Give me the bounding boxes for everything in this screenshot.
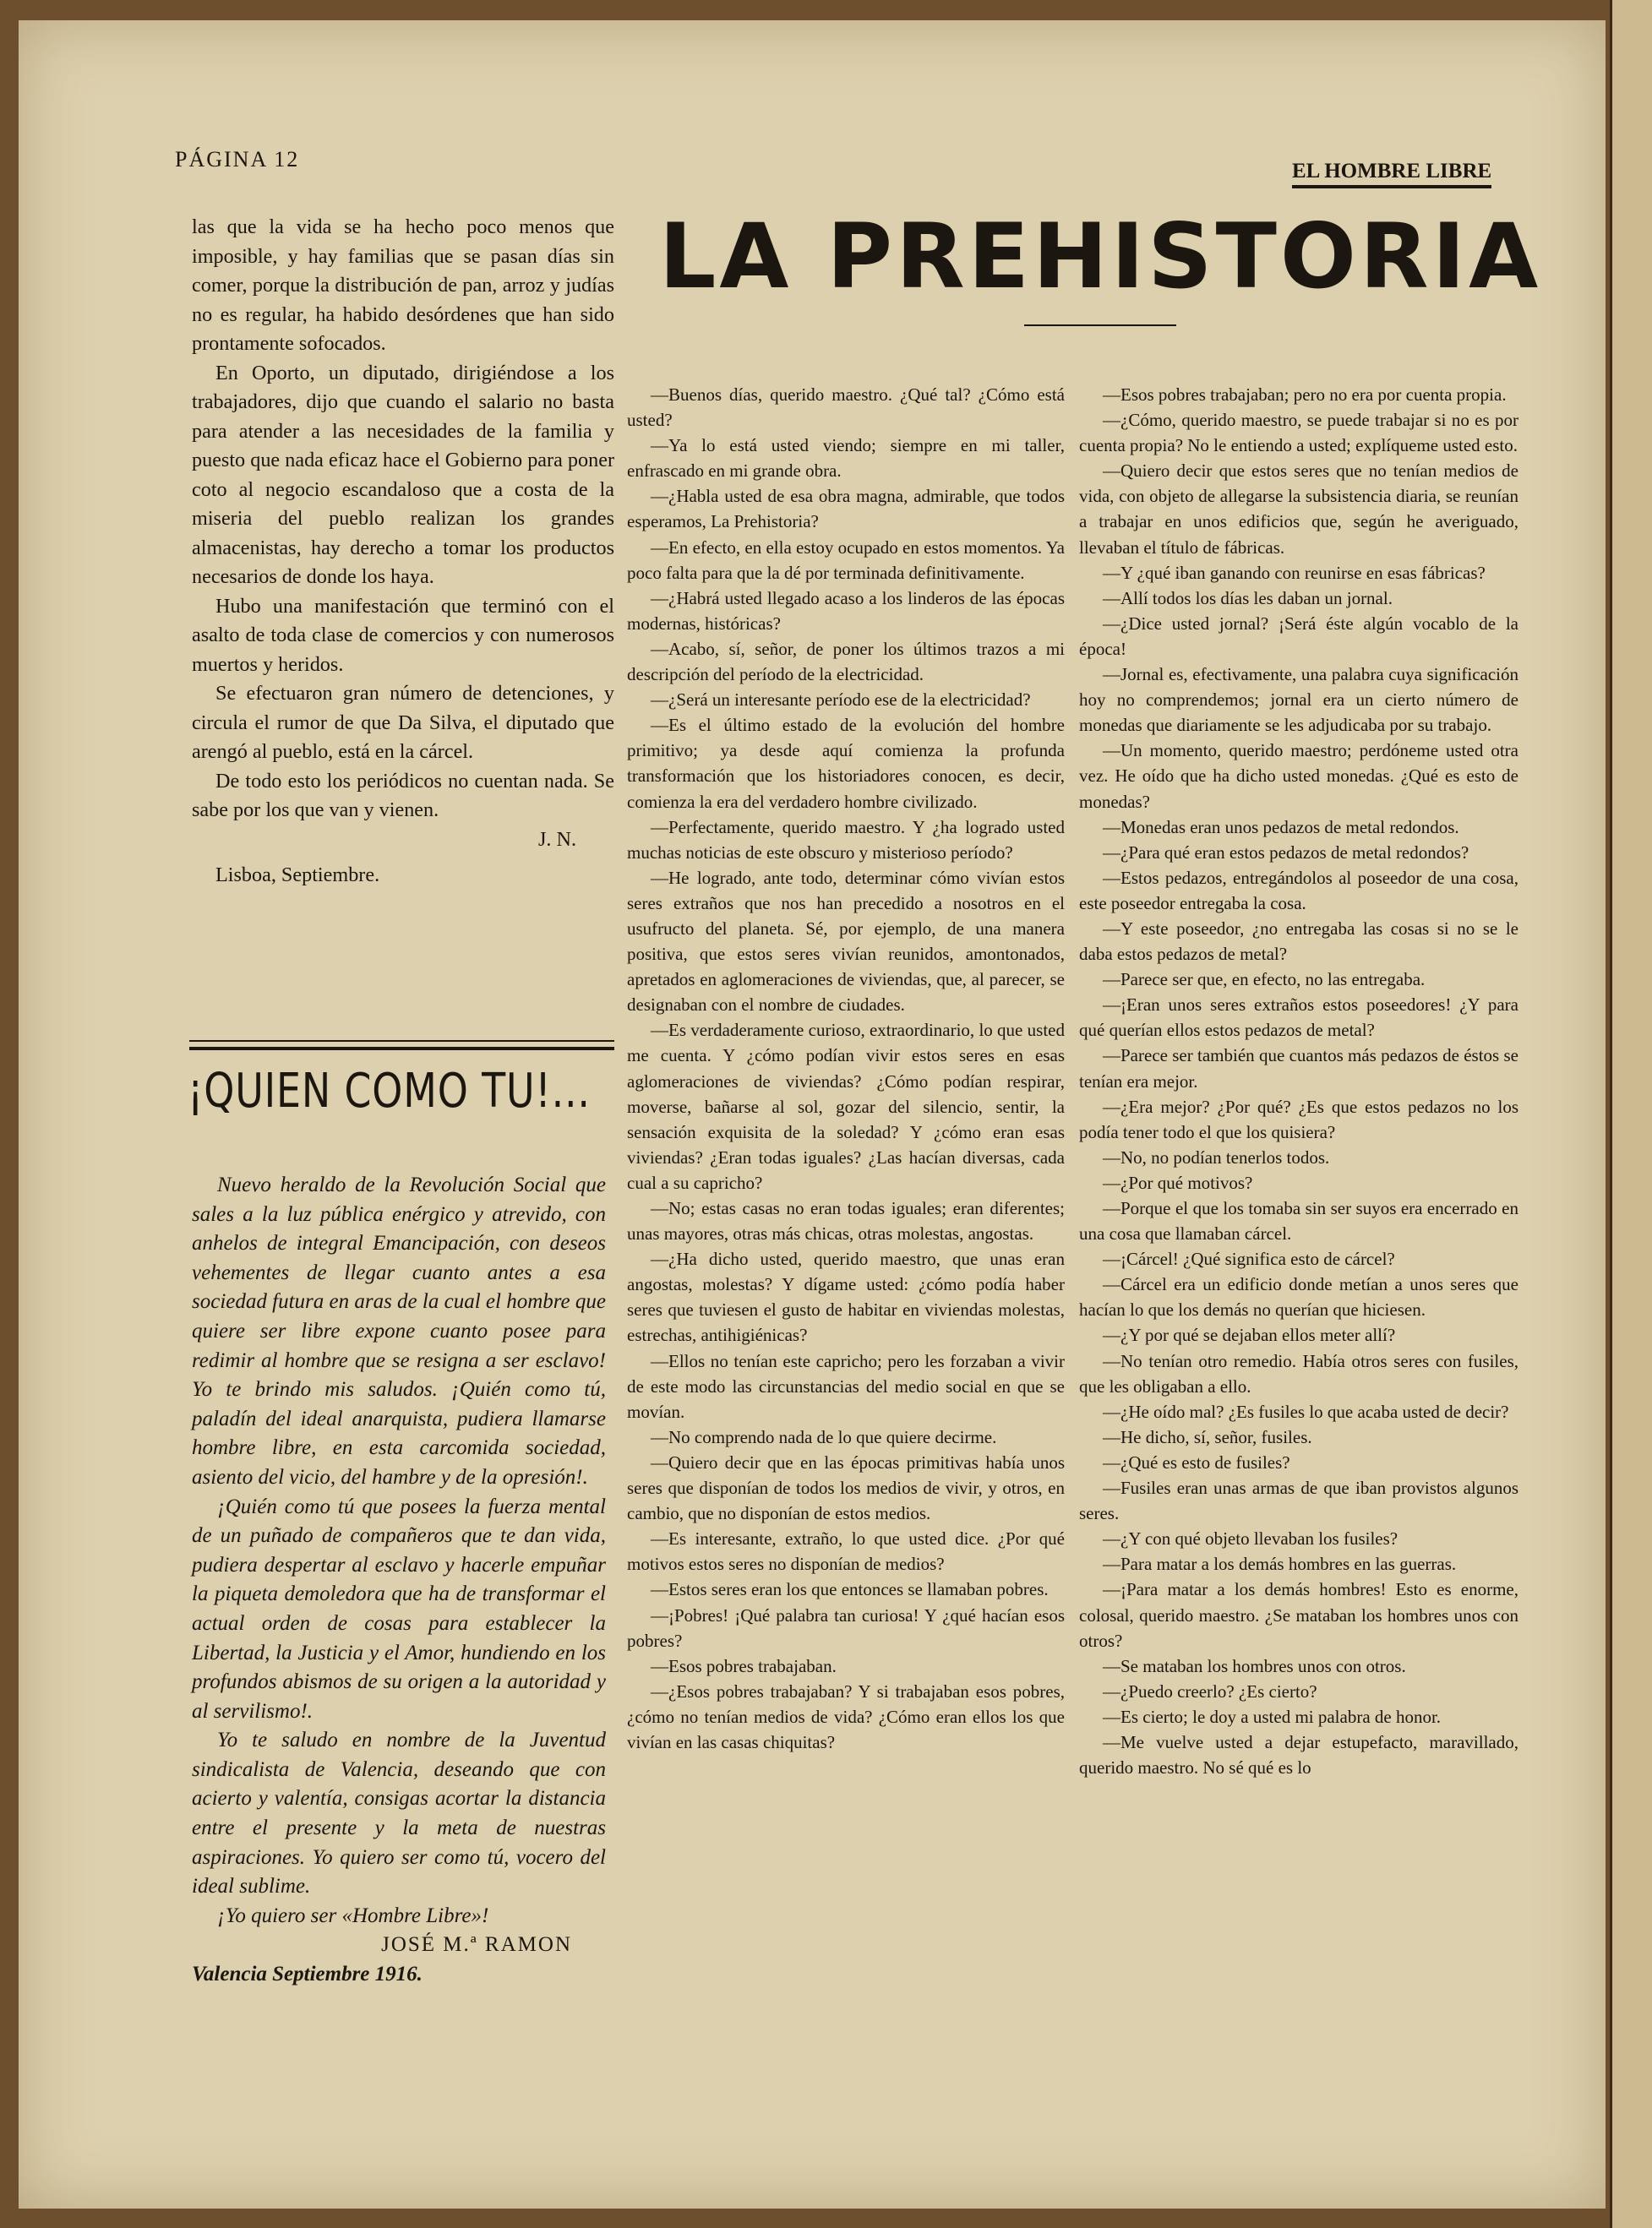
dialogue-paragraph: —Porque el que los tomaba sin ser suyos era encerrado en una cosa que llamaban cárcel. xyxy=(1079,1198,1518,1245)
dialogue-paragraph: —¿Y con qué objeto llevaban los fusiles? xyxy=(1103,1528,1398,1550)
dialogue-paragraph: —¿Para qué eran estos pedazos de metal redondos? xyxy=(1103,842,1469,863)
dialogue-paragraph: —He dicho, sí, señor, fusiles. xyxy=(1103,1426,1312,1447)
main-article-title: LA PREHISTORIA xyxy=(658,204,1542,308)
newspaper-page xyxy=(19,20,1606,2209)
section-divider xyxy=(189,1040,614,1050)
dialogue-paragraph: —Un momento, querido maestro; perdóneme usted otra vez. He oído que ha dicho usted monedas. ¿Qué es esto de monedas? xyxy=(1079,740,1518,812)
dialogue-paragraph: —Acabo, sí, señor, de poner los últimos trazos a mi descripción del período de la electricidad. xyxy=(627,638,1065,685)
dialogue-paragraph: —¿Habla usted de esa obra magna, admirable, que todos esperamos, La Prehistoria? xyxy=(627,486,1065,532)
article-paragraph: las que la vida se ha hecho poco menos que imposible, y hay familias que se pasan días sin comer, porque la distribución de pan, arroz y judías no es regular, ha habido desórdenes que han sido prontamente sofocados. xyxy=(192,215,614,355)
dialogue-paragraph: —¿Por qué motivos? xyxy=(1103,1172,1253,1193)
dialogue-paragraph: —¡Pobres! ¡Qué palabra tan curiosa! Y ¿qué hacían esos pobres? xyxy=(627,1604,1065,1651)
poem-body xyxy=(192,1171,606,1990)
dialogue-paragraph: —¿Esos pobres trabajaban? Y si trabajaban esos pobres, ¿cómo no tenían medios de vida? ¿Cómo eran ellos los que vivían en las casas chiquitas? xyxy=(627,1681,1065,1752)
dialogue-paragraph: —¿He oído mal? ¿Es fusiles lo que acaba usted de decir? xyxy=(1103,1401,1509,1422)
page-number: PÁGINA 12 xyxy=(175,147,300,172)
dialogue-paragraph: —¿Qué es esto de fusiles? xyxy=(1103,1452,1290,1473)
dialogue-paragraph: —¡Para matar a los demás hombres! Esto es enorme, colosal, querido maestro. ¿Se mataban los hombres unos con otros? xyxy=(1079,1579,1518,1651)
poem-paragraph: Nuevo heraldo de la Revolución Social que sales a la luz pública enérgico y atrevido, con anhelos de integral Emancipación, con deseos vehementes de llegar cuanto antes a esa sociedad futura en aras de la cual el hombre que quiere ser libre expone cuanto posee para redimir al hombre que se resigna a ser esclavo! Yo te brindo mis saludos. ¡Quién como tú, paladín del ideal anarquista, pudiera llamarse hombre libre, en esta carcomida sociedad, asiento del vicio, del hambre y de la opresión!. xyxy=(192,1174,606,1489)
article-paragraph: Hubo una manifestación que terminó con el asalto de toda clase de comercios y con numerosos muertos y heridos. xyxy=(192,594,614,676)
poem-paragraph: Yo te saludo en nombre de la Juventud sindicalista de Valencia, deseando que con acierto y valentía, consigas acortar la distancia entre el presente y la meta de nuestras aspiraciones. Yo quiero ser como tú, vocero del ideal sublime. xyxy=(192,1729,606,1898)
dialogue-paragraph: —En efecto, en ella estoy ocupado en estos momentos. Ya poco falta para que la dé por terminada definitivamente. xyxy=(627,537,1065,583)
dialogue-paragraph: —Parece ser que, en efecto, no las entregaba. xyxy=(1103,969,1426,990)
dialogue-paragraph: —Jornal es, efectivamente, una palabra cuya significación hoy no comprendemos; jornal era un cierto número de monedas que diariamente se les adjudicaba por su trabajo. xyxy=(1079,664,1518,736)
dialogue-paragraph: —Parece ser también que cuantos más pedazos de éstos se tenían era mejor. xyxy=(1079,1045,1518,1092)
poem-paragraph: ¡Yo quiero ser «Hombre Libre»! xyxy=(217,1904,489,1927)
dialogue-paragraph: —Monedas eran unos pedazos de metal redondos. xyxy=(1103,816,1459,837)
article-paragraph: En Oporto, un diputado, dirigiéndose a los trabajadores, dijo que cuando el salario no basta para atender a las necesidades de la familia y puesto que nada eficaz hace el Gobierno para poner coto al negocio escandaloso que a costa de la miseria del pueblo realizan los grandes almacenistas, hay derecho a tomar los productos necesarios de donde los haya. xyxy=(192,361,614,588)
dialogue-paragraph: —Quiero decir que estos seres que no tenían medios de vida, con objeto de allegarse la subsistencia diaria, se reunían a trabajar en unos edificios que, según he averiguado, llevaban el título de fábricas. xyxy=(1079,460,1518,558)
dialogue-paragraph: —No comprendo nada de lo que quiere decirme. xyxy=(651,1426,997,1447)
dialogue-paragraph: —¿Será un interesante período ese de la electricidad? xyxy=(651,689,1031,711)
article-paragraph: De todo esto los periódicos no cuentan nada. Se sabe por los que van y vienen. xyxy=(192,769,614,821)
dialogue-paragraph: —Es verdaderamente curioso, extraordinario, lo que usted me cuenta. Y ¿cómo podían vivir estos seres en esas aglomeraciones de viviendas? ¿Cómo podían respirar, moverse, bañarse al sol, gozar del silencio, sentir, la sensación exquisita de la soledad? Y ¿cómo eran esas viviendas? ¿Eran todas iguales? ¿Las hacían diversas, cada cual a su capricho? xyxy=(627,1020,1065,1193)
dialogue-paragraph: —¿Cómo, querido maestro, se puede trabajar si no es por cuenta propia? No le entiendo a usted; explíqueme usted esto. xyxy=(1079,410,1518,456)
dialogue-paragraph: —¡Eran unos seres extraños estos poseedores! ¿Y para qué querían ellos estos pedazos de metal? xyxy=(1079,994,1518,1041)
dialogue-paragraph: —Ellos no tenían este capricho; pero les forzaban a vivir de este modo las circunstancias del medio social en que se movían. xyxy=(627,1350,1065,1422)
dialogue-paragraph: —Es cierto; le doy a usted mi palabra de honor. xyxy=(1103,1706,1442,1727)
main-article-column-1 xyxy=(627,382,1065,1755)
left-article xyxy=(192,213,614,891)
dialogue-paragraph: —No, no podían tenerlos todos. xyxy=(1103,1147,1330,1168)
title-underline xyxy=(1024,324,1176,326)
dialogue-paragraph: —Me vuelve usted a dejar estupefacto, maravillado, querido maestro. No sé qué es lo xyxy=(1079,1731,1518,1779)
dialogue-paragraph: —Es el último estado de la evolución del hombre primitivo; ya desde aquí comienza la profunda transformación que los historiadores conocen, es decir, comienza la era del verdadero hombre civilizado. xyxy=(627,715,1065,812)
dialogue-paragraph: —Fusiles eran unas armas de que iban provistos algunos seres. xyxy=(1079,1478,1518,1524)
dialogue-paragraph: —Estos pedazos, entregándolos al poseedor de una cosa, este poseedor entregaba la cosa. xyxy=(1079,867,1518,913)
article-signature: J. N. xyxy=(537,827,576,851)
dialogue-paragraph: —Ya lo está usted viendo; siempre en mi taller, enfrascado en mi grande obra. xyxy=(627,435,1065,482)
dialogue-paragraph: —Buenos días, querido maestro. ¿Qué tal? ¿Cómo está usted? xyxy=(627,384,1065,431)
dialogue-paragraph: —Y este poseedor, ¿no entregaba las cosas si no se le daba estos pedazos de metal? xyxy=(1079,918,1518,965)
dialogue-paragraph: —¿Ha dicho usted, querido maestro, que unas eran angostas, molestas? Y dígame usted: ¿cómo podía haber seres que tuviesen el gusto de habitar en viviendas molestas, estrechas, antihigiénicas? xyxy=(627,1249,1065,1346)
dialogue-paragraph: —Esos pobres trabajaban. xyxy=(651,1655,837,1676)
dialogue-paragraph: —¿Dice usted jornal? ¡Será éste algún vocablo de la época! xyxy=(1079,613,1518,659)
dialogue-paragraph: —¿Era mejor? ¿Por qué? ¿Es que estos pedazos no los podía tener todo el que los quisiera? xyxy=(1079,1096,1518,1142)
poem-title: ¡QUIEN COMO TU!... xyxy=(188,1064,591,1119)
dialogue-paragraph: —Cárcel era un edificio donde metían a unos seres que hacían lo que los demás no querían que hiciesen. xyxy=(1079,1274,1518,1321)
dialogue-paragraph: —Estos seres eran los que entonces se llamaban pobres. xyxy=(651,1579,1049,1600)
dialogue-paragraph: —Quiero decir que en las épocas primitivas había unos seres que disponían de todos los medios de vivir, y otros, en cambio, que no disponían de estos medios. xyxy=(627,1452,1065,1524)
dialogue-paragraph: —Perfectamente, querido maestro. Y ¿ha logrado usted muchas noticias de este obscuro y misterioso período? xyxy=(627,816,1065,863)
dialogue-paragraph: —He logrado, ante todo, determinar cómo vivían estos seres extraños que nos han precedido a nosotros en el usufructo del planeta. Sé, por ejemplo, de una manera positiva, que estos seres vivían reunidos, amontonados, apretados en aglomeraciones de viviendas, que, al parecer, se designaban con el nombre de ciudades. xyxy=(627,867,1065,1016)
dialogue-paragraph: —¿Habrá usted llegado acaso a los linderos de las épocas modernas, históricas? xyxy=(627,587,1065,634)
dialogue-paragraph: —No tenían otro remedio. Había otros seres con fusiles, que les obligaban a ello. xyxy=(1079,1350,1518,1397)
dialogue-paragraph: —No; estas casas no eran todas iguales; eran diferentes; unas mayores, otras más chicas, otras molestas, angostas. xyxy=(627,1198,1065,1245)
dialogue-paragraph: —¡Cárcel! ¿Qué significa esto de cárcel? xyxy=(1103,1249,1395,1270)
main-article-column-2 xyxy=(1079,382,1518,1780)
dialogue-paragraph: —Para matar a los demás hombres en las guerras. xyxy=(1103,1554,1457,1575)
poem-dateline: Valencia Septiembre 1916. xyxy=(192,1963,423,1986)
dialogue-paragraph: —¿Puedo creerlo? ¿Es cierto? xyxy=(1103,1681,1317,1702)
article-paragraph: Se efectuaron gran número de detenciones, y circula el rumor de que Da Silva, el diputado que arengó al pueblo, está en la cárcel. xyxy=(192,682,614,763)
poem-paragraph: ¡Quién como tú que posees la fuerza mental de un puñado de compañeros que te dan vida, pudiera despertar al esclavo y hacerle empuñar la piqueta demoledora que ha de transformar el actual orden de cosas para establecer la Libertad, la Justicia y el Amor, hundiendo en los profundos abismos de su origen a la autoridad y al servilismo!. xyxy=(192,1495,606,1723)
poem-author: JOSÉ M.ª RAMON xyxy=(381,1933,572,1957)
dialogue-paragraph: —Se mataban los hombres unos con otros. xyxy=(1103,1655,1406,1676)
dialogue-paragraph: —Allí todos los días les daban un jornal. xyxy=(1103,587,1393,608)
dialogue-paragraph: —¿Y por qué se dejaban ellos meter allí? xyxy=(1103,1325,1396,1346)
dialogue-paragraph: —Esos pobres trabajaban; pero no era por cuenta propia. xyxy=(1103,384,1507,405)
adjacent-page-edge xyxy=(1610,0,1652,2228)
dialogue-paragraph: —Es interesante, extraño, lo que usted dice. ¿Por qué motivos estos seres no disponían de medios? xyxy=(627,1528,1065,1575)
newspaper-name: EL HOMBRE LIBRE xyxy=(1292,160,1491,188)
article-dateline: Lisboa, Septiembre. xyxy=(215,863,380,886)
dialogue-paragraph: —Y ¿qué iban ganando con reunirse en esas fábricas? xyxy=(1103,562,1486,583)
